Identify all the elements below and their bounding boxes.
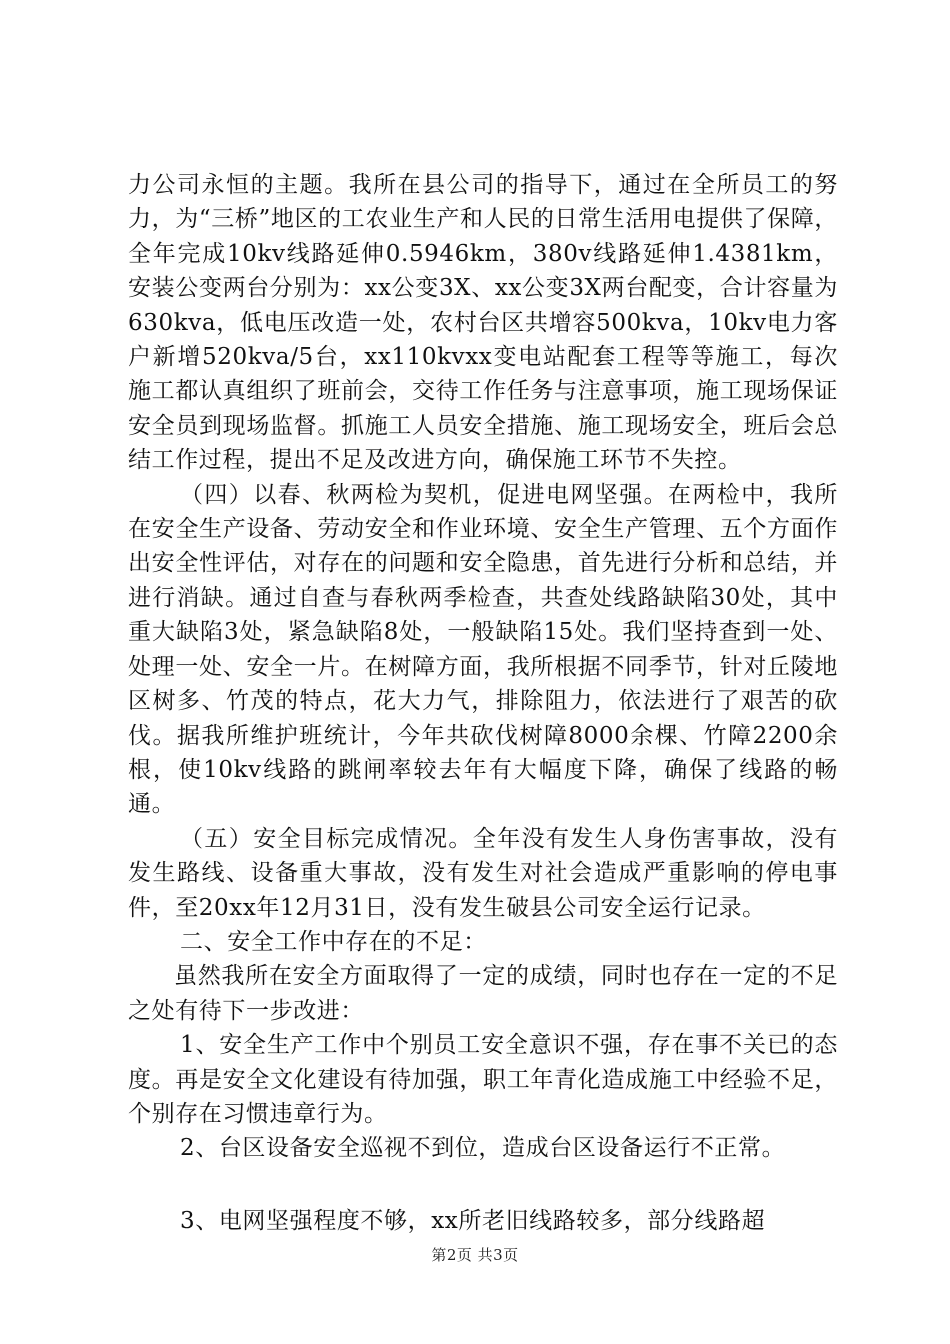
paragraph-item-three: 3、电网坚强程度不够，xx所老旧线路较多，部分线路超 bbox=[180, 1207, 766, 1234]
heading-shortcomings: 二、安全工作中存在的不足： bbox=[180, 928, 487, 955]
paragraph-shortcomings-intro: 虽然我所在安全方面取得了一定的成绩，同时也存在一定的不足之处有待下一步改进： bbox=[128, 963, 838, 1024]
paragraph-item-two: 2、台区设备安全巡视不到位，造成台区设备运行不正常。 bbox=[180, 1135, 786, 1162]
paragraph-item-one: 1、安全生产工作中个别员工安全意识不强，存在事不关已的态度。再是安全文化建设有待加强，职工年青化造成施工中经验不足，个别存在习惯违章行为。 bbox=[128, 1032, 838, 1127]
paragraph-section-five: （五）安全目标完成情况。全年没有发生人身伤害事故，没有发生路线、设备重大事故，没有发生对社会造成严重影响的停电事件，至20xx年12月31日，没有发生破县公司安全运行记录。 bbox=[128, 825, 838, 921]
page-number-footer: 第2页 共3页 bbox=[431, 1246, 519, 1264]
document-body bbox=[128, 168, 838, 1238]
paragraph-section-four: （四）以春、秋两检为契机，促进电网坚强。在两检中，我所在安全生产设备、劳动安全和作业环境、安全生产管理、五个方面作出安全性评估，对存在的问题和安全隐患，首先进行分析和总结，并进行消缺。通过自查与春秋两季检查，共查处线路缺陷30处，其中重大缺陷3处，紧急缺陷8处，一般缺陷15处。我们坚持查到一处、处理一处、安全一片。在树障方面，我所根据不同季节，针对丘陵地区树多、竹茂的特点，花大力气，排除阻力，依法进行了艰苦的砍伐。据我所维护班统计，今年共砍伐树障8000余棵、竹障2200余根，使10kv线路的跳闸率较去年有大幅度下降，确保了线路的畅通。 bbox=[128, 481, 838, 818]
paragraph-continuation: 力公司永恒的主题。我所在县公司的指导下，通过在全所员工的努力，为“三桥”地区的工农业生产和人民的日常生活用电提供了保障，全年完成10kv线路延伸0.5946km，380v线路延伸1.4381km，安装公变两台分别为：xx公变3X、xx公变3X两台配变，合计容量为630kva，低电压改造一处，农村台区共增容500kva，10kv电力客户新增520kva/5台，xx110kvxx变电站配套工程等等施工，每次施工都认真组织了班前会，交待工作任务与注意事项，施工现场保证安全员到现场监督。抓施工人员安全措施、施工现场安全，班后会总结工作过程，提出不足及改进方向，确保施工环节不失控。 bbox=[128, 172, 838, 474]
